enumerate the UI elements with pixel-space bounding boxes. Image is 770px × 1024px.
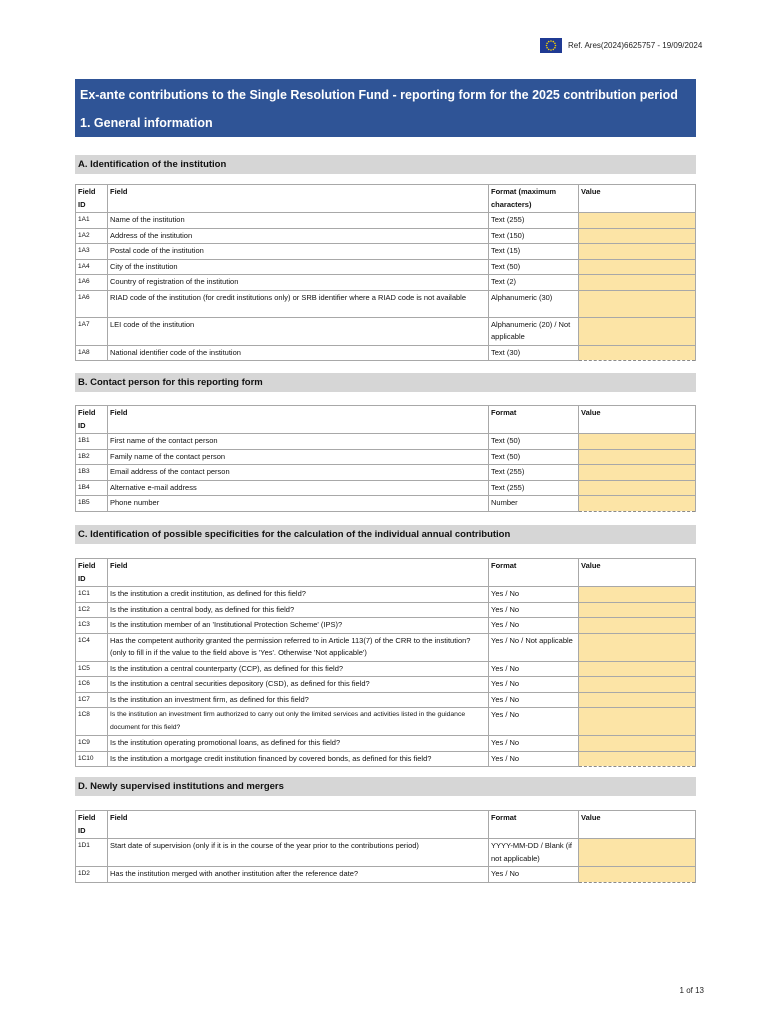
value-input-credit-institution[interactable] [579, 587, 696, 603]
value-input-crr-permission[interactable] [579, 633, 696, 661]
header-field: Field [108, 559, 489, 587]
reference-text: Ref. Ares(2024)6625757 - 19/09/2024 [568, 41, 703, 50]
table-row [76, 708, 696, 736]
header-field: Field [108, 185, 489, 213]
header-field-id: Field ID [76, 559, 108, 587]
value-input-city[interactable] [579, 259, 696, 275]
field-id: 1A3 [76, 244, 108, 260]
section-c-title: C. Identification of possible specificities for the calculation of the individual annual contribution [75, 525, 696, 544]
field-label: Address of the institution [108, 228, 489, 244]
field-label: Alternative e-mail address [108, 480, 489, 496]
value-input-promotional-loans[interactable] [579, 736, 696, 752]
field-label: Name of the institution [108, 213, 489, 229]
field-id: 1C3 [76, 618, 108, 634]
field-format: Text (50) [489, 449, 579, 465]
header-field-id: Field ID [76, 811, 108, 839]
section-c-table [75, 558, 696, 767]
field-format: Number [489, 496, 579, 512]
field-id: 1B5 [76, 496, 108, 512]
field-id: 1A7 [76, 317, 108, 345]
field-format: Text (50) [489, 259, 579, 275]
value-input-investment-firm[interactable] [579, 692, 696, 708]
table-row [76, 496, 696, 512]
value-input-supervision-start[interactable] [579, 839, 696, 867]
table-row [76, 228, 696, 244]
table-row [76, 867, 696, 883]
table-row [76, 259, 696, 275]
value-input-name[interactable] [579, 213, 696, 229]
field-label: Phone number [108, 496, 489, 512]
header-field: Field [108, 406, 489, 434]
value-input-postal-code[interactable] [579, 244, 696, 260]
section-d-title: D. Newly supervised institutions and mergers [75, 777, 696, 796]
value-input-first-name[interactable] [579, 434, 696, 450]
value-input-alt-email[interactable] [579, 480, 696, 496]
table-row [76, 677, 696, 693]
header-value: Value [579, 406, 696, 434]
section-a-title: A. Identification of the institution [75, 155, 696, 174]
field-format: Yes / No [489, 602, 579, 618]
field-id: 1B1 [76, 434, 108, 450]
table-header-row [76, 406, 696, 434]
value-input-mortgage-credit[interactable] [579, 751, 696, 767]
field-label: Is the institution a mortgage credit institution financed by covered bonds, as defined for this field? [108, 751, 489, 767]
header-field: Field [108, 811, 489, 839]
field-label: Start date of supervision (only if it is in the course of the year prior to the contributions period) [108, 839, 489, 867]
field-id: 1A1 [76, 213, 108, 229]
field-label: Is the institution an investment firm, as defined for this field? [108, 692, 489, 708]
field-label: Postal code of the institution [108, 244, 489, 260]
form-banner [75, 79, 696, 137]
table-row [76, 602, 696, 618]
eu-flag-icon [540, 38, 562, 53]
field-label: Is the institution a central counterparty (CCP), as defined for this field? [108, 661, 489, 677]
reference-header [540, 38, 702, 53]
field-label: First name of the contact person [108, 434, 489, 450]
value-input-national-id[interactable] [579, 345, 696, 361]
field-format: Text (150) [489, 228, 579, 244]
header-value: Value [579, 185, 696, 213]
value-input-ips-member[interactable] [579, 618, 696, 634]
field-format: Yes / No [489, 708, 579, 736]
field-label: Is the institution an investment firm authorized to carry out only the limited services and activities listed in the guidance document for this field? [108, 708, 489, 736]
field-id: 1A6 [76, 290, 108, 317]
value-input-limited-services[interactable] [579, 708, 696, 736]
header-field-id: Field ID [76, 406, 108, 434]
value-input-country[interactable] [579, 275, 696, 291]
field-format: Yes / No [489, 751, 579, 767]
field-id: 1B3 [76, 465, 108, 481]
section-b-title: B. Contact person for this reporting form [75, 373, 696, 392]
field-id: 1B4 [76, 480, 108, 496]
table-header-row [76, 811, 696, 839]
field-id: 1A8 [76, 345, 108, 361]
field-id: 1A4 [76, 259, 108, 275]
field-label: Email address of the contact person [108, 465, 489, 481]
table-header-row [76, 559, 696, 587]
field-format: YYYY-MM-DD / Blank (if not applicable) [489, 839, 579, 867]
field-label: National identifier code of the institution [108, 345, 489, 361]
field-id: 1D1 [76, 839, 108, 867]
table-row [76, 465, 696, 481]
header-field-id: Field ID [76, 185, 108, 213]
field-format: Text (2) [489, 275, 579, 291]
field-format: Yes / No [489, 618, 579, 634]
value-input-email[interactable] [579, 465, 696, 481]
field-label: Is the institution a central securities depository (CSD), as defined for this field? [108, 677, 489, 693]
field-id: 1C2 [76, 602, 108, 618]
field-format: Text (255) [489, 480, 579, 496]
value-input-address[interactable] [579, 228, 696, 244]
field-label: Family name of the contact person [108, 449, 489, 465]
table-row [76, 345, 696, 361]
field-id: 1A6 [76, 275, 108, 291]
field-format: Yes / No [489, 867, 579, 883]
field-format: Yes / No [489, 736, 579, 752]
table-row [76, 290, 696, 317]
table-row [76, 618, 696, 634]
field-id: 1C5 [76, 661, 108, 677]
table-row [76, 633, 696, 661]
value-input-central-body[interactable] [579, 602, 696, 618]
field-label: LEI code of the institution [108, 317, 489, 345]
header-value: Value [579, 559, 696, 587]
table-row [76, 213, 696, 229]
table-row [76, 692, 696, 708]
table-row [76, 449, 696, 465]
field-format: Text (255) [489, 213, 579, 229]
field-label: Country of registration of the institution [108, 275, 489, 291]
table-row [76, 317, 696, 345]
table-row [76, 661, 696, 677]
table-header-row [76, 185, 696, 213]
field-id: 1C9 [76, 736, 108, 752]
table-row [76, 587, 696, 603]
header-format: Format [489, 559, 579, 587]
field-label: Is the institution a central body, as defined for this field? [108, 602, 489, 618]
field-label: Has the competent authority granted the permission referred to in Article 113(7) of the CRR to the institution? (only to fill in if the value to the field above is 'Yes'. Otherwise 'Not applicable') [108, 633, 489, 661]
field-label: Is the institution operating promotional loans, as defined for this field? [108, 736, 489, 752]
table-row [76, 736, 696, 752]
form-subtitle: 1. General information [80, 116, 213, 130]
field-id: 1C6 [76, 677, 108, 693]
value-input-riad-code[interactable] [579, 290, 696, 317]
value-input-phone[interactable] [579, 496, 696, 512]
field-id: 1A2 [76, 228, 108, 244]
field-label: Is the institution member of an 'Institutional Protection Scheme' (IPS)? [108, 618, 489, 634]
field-id: 1C8 [76, 708, 108, 736]
field-format: Yes / No [489, 587, 579, 603]
field-format: Yes / No [489, 692, 579, 708]
header-format: Format [489, 811, 579, 839]
value-input-merger[interactable] [579, 867, 696, 883]
table-row [76, 751, 696, 767]
header-value: Value [579, 811, 696, 839]
field-format: Text (30) [489, 345, 579, 361]
section-b-table [75, 405, 696, 512]
field-format: Alphanumeric (30) [489, 290, 579, 317]
field-label: RIAD code of the institution (for credit institutions only) or SRB identifier where a RIAD code is not available [108, 290, 489, 317]
value-input-lei-code[interactable] [579, 317, 696, 345]
field-format: Alphanumeric (20) / Not applicable [489, 317, 579, 345]
value-input-csd[interactable] [579, 677, 696, 693]
table-row [76, 434, 696, 450]
field-format: Yes / No / Not applicable [489, 633, 579, 661]
value-input-ccp[interactable] [579, 661, 696, 677]
field-id: 1C4 [76, 633, 108, 661]
field-id: 1B2 [76, 449, 108, 465]
field-format: Yes / No [489, 661, 579, 677]
header-format: Format (maximum characters) [489, 185, 579, 213]
field-id: 1D2 [76, 867, 108, 883]
page-number: 1 of 13 [679, 986, 704, 995]
field-format: Text (255) [489, 465, 579, 481]
section-d-table [75, 810, 696, 883]
field-format: Yes / No [489, 677, 579, 693]
header-format: Format [489, 406, 579, 434]
field-id: 1C1 [76, 587, 108, 603]
field-format: Text (50) [489, 434, 579, 450]
form-title: Ex-ante contributions to the Single Resolution Fund - reporting form for the 2025 contribution period [80, 88, 678, 102]
table-row [76, 244, 696, 260]
table-row [76, 275, 696, 291]
field-label: Is the institution a credit institution, as defined for this field? [108, 587, 489, 603]
table-row [76, 839, 696, 867]
field-id: 1C7 [76, 692, 108, 708]
field-label: City of the institution [108, 259, 489, 275]
table-row [76, 480, 696, 496]
field-label: Has the institution merged with another institution after the reference date? [108, 867, 489, 883]
field-id: 1C10 [76, 751, 108, 767]
value-input-family-name[interactable] [579, 449, 696, 465]
section-a-table [75, 184, 696, 361]
field-format: Text (15) [489, 244, 579, 260]
